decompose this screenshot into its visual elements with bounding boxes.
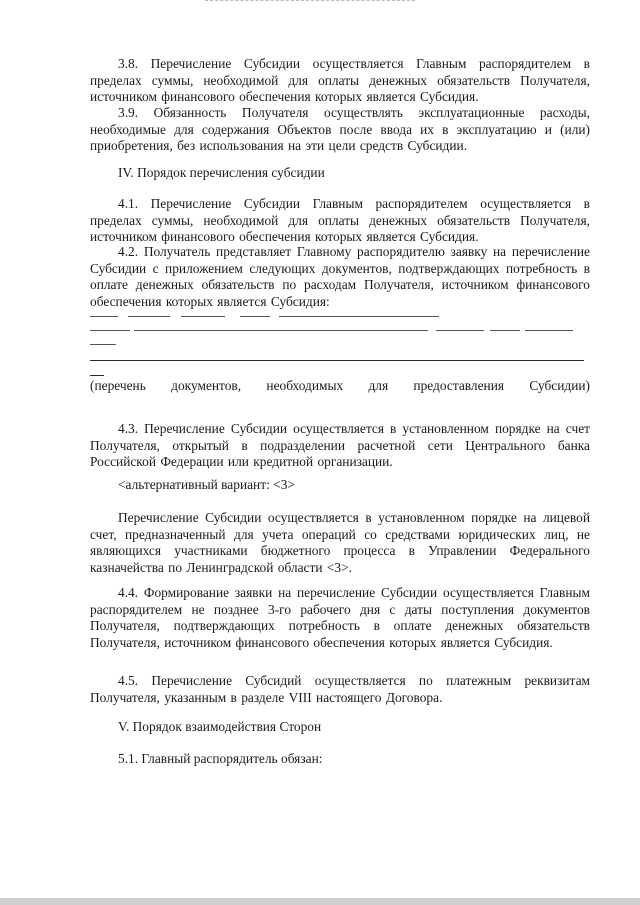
section-5-heading: V. Порядок взаимодействия Сторон [118,719,322,734]
blank-line [181,316,225,317]
blank-line [90,330,130,331]
scan-artifact [205,0,415,4]
blank-line [134,330,428,331]
clause-4-1: 4.1. Перечисление Субсидии Главным распорядителем осуществляется в пределах суммы, необходимой для оплаты денежных обязательств Получателя, источником финансового обеспечения которых является Субсидия. [90,196,590,244]
scan-bottom-edge [0,898,640,905]
documents-caption: (перечень документов, необходимых для предоставления Субсидии) [90,378,590,393]
alternative-label: <альтернативный вариант: <3> [118,477,295,492]
clause-4-2: 4.2. Получатель представляет Главному распорядителю заявку на перечисление Субсидии с приложением следующих документов, подтверждающих потребность в оплате денежных обязательств по расходам Получателя, источником финансового обеспечения которых является Субсидия: [90,244,590,309]
blank-line [240,316,270,317]
blank-line [90,375,104,376]
blank-line [436,330,484,331]
blank-line [90,344,116,345]
blank-line [525,330,573,331]
alternative-text: Перечисление Субсидии осуществляется в установленном порядке на лицевой счет, предназначенный для учета операций со средствами юридических лиц, не являющихся участниками бюджетного процесса в Управлении Федерального казначейства по Ленинградской области <3>. [90,510,590,575]
clause-3-8: 3.8. Перечисление Субсидии осуществляется Главным распорядителем в пределах суммы, необходимой для оплаты денежных обязательств Получателя, источником финансового обеспечения которых является Субсидия. [90,56,590,104]
clause-5-1: 5.1. Главный распорядитель обязан: [118,751,323,766]
blank-line [128,316,170,317]
blank-line [90,360,584,361]
clause-4-3: 4.3. Перечисление Субсидии осуществляется в установленном порядке на счет Получателя, открытый в подразделении расчетной сети Центрального банка Российской Федерации или кредитной организации. [90,421,590,469]
clause-4-4: 4.4. Формирование заявки на перечисление Субсидии осуществляется Главным распорядителем не позднее 3-го рабочего дня с даты поступления документов Получателя, подтверждающих потребность в оплате денежных обязательств Получателя, источником финансового обеспечения которых является Субсидия. [90,585,590,650]
clause-4-5: 4.5. Перечисление Субсидий осуществляется по платежным реквизитам Получателя, указанным в разделе VIII настоящего Договора. [90,673,590,705]
clause-3-9: 3.9. Обязанность Получателя осуществлять эксплуатационные расходы, необходимые для содержания Объектов после ввода их в эксплуатацию и (или) приобретения, без использования на эти цели средств Субсидии. [90,105,590,153]
section-4-heading: IV. Порядок перечисления субсидии [118,165,325,180]
blank-line [279,316,439,317]
blank-line [90,316,118,317]
blank-line [490,330,520,331]
